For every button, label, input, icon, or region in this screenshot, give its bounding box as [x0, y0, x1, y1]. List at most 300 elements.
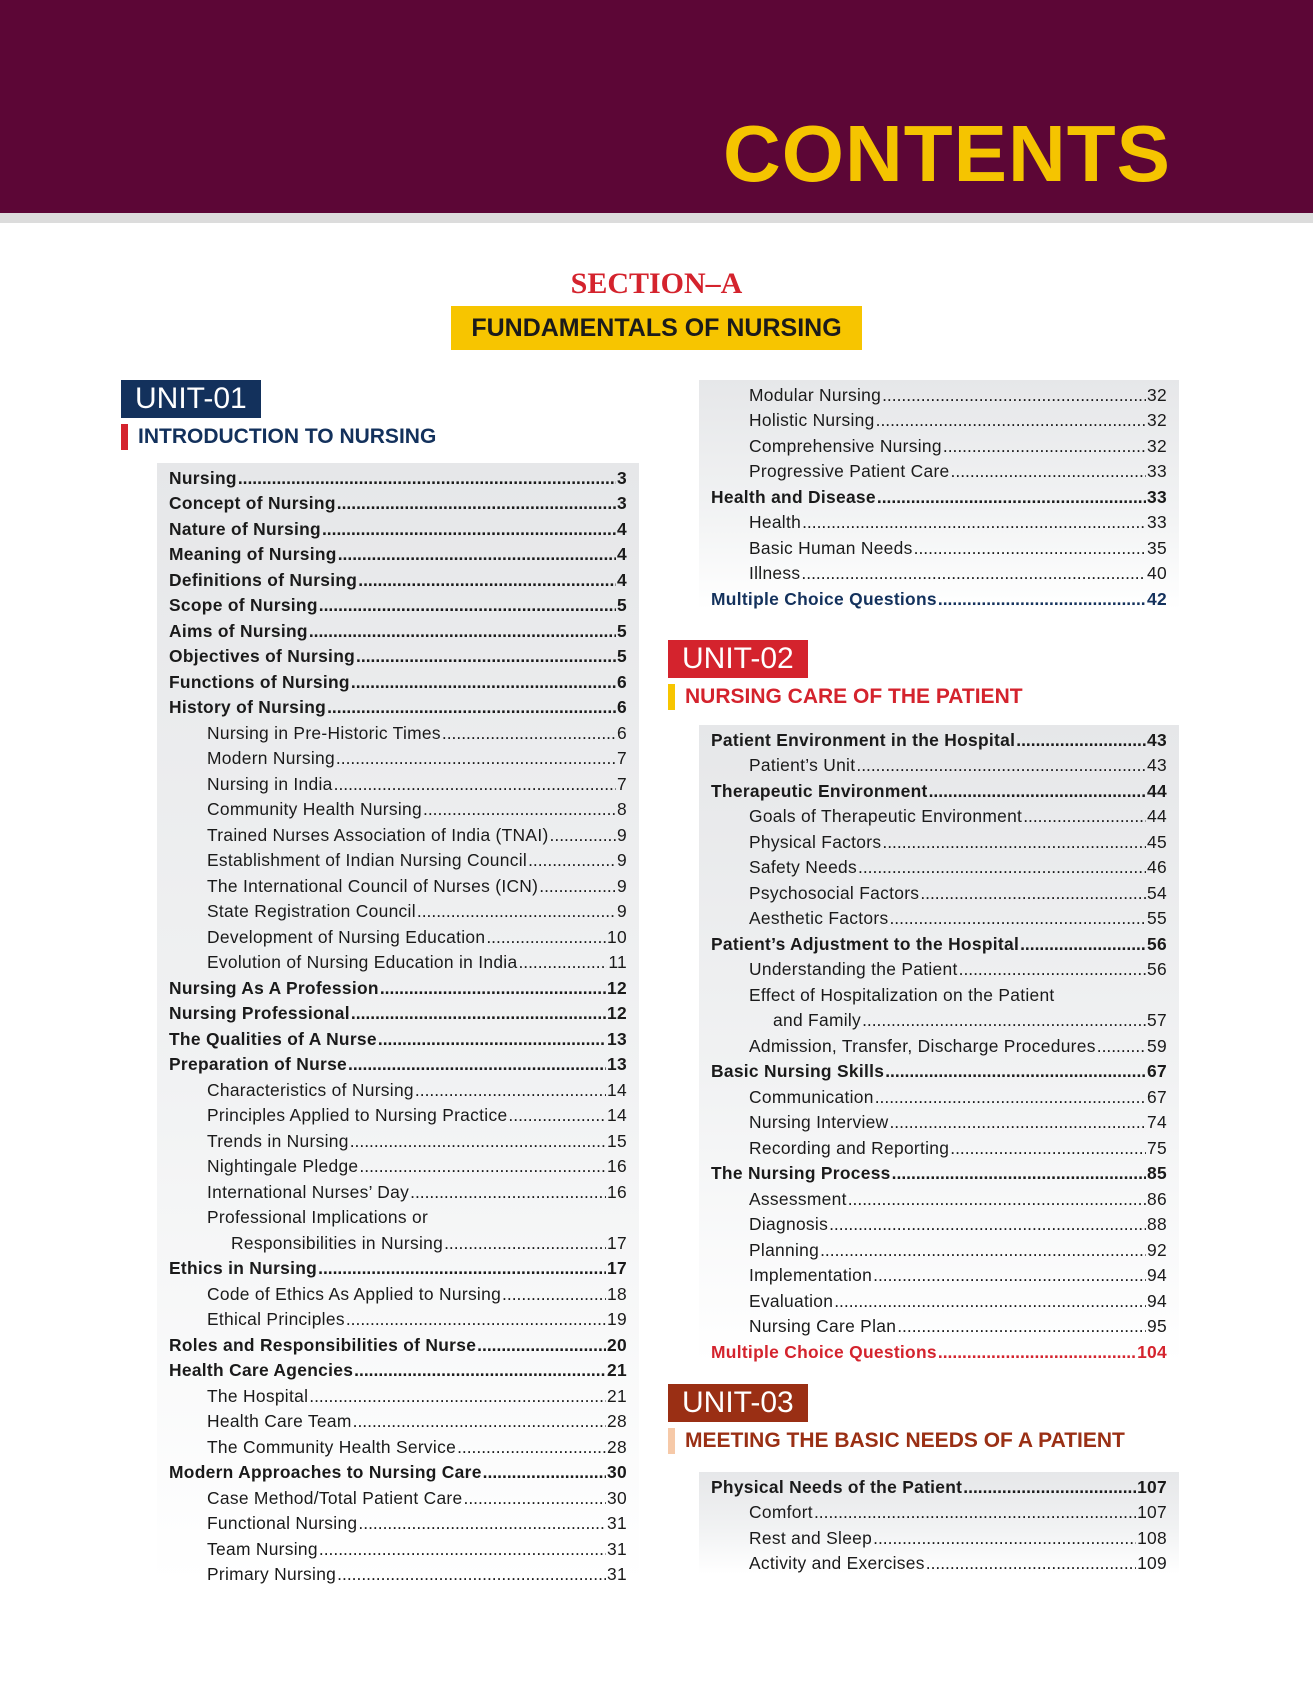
toc-entry: [169, 846, 627, 872]
toc-entry-page: 19: [607, 1309, 627, 1329]
dot-leader: [338, 544, 616, 565]
toc-entry: [711, 1472, 1167, 1498]
toc-entry: [711, 1133, 1167, 1159]
toc-entry-label: Trends in Nursing: [207, 1130, 349, 1151]
toc-entry-page: 32: [1147, 410, 1167, 430]
unit-03-heading: [668, 1384, 1125, 1454]
toc-entry-label: Basic Nursing Skills: [711, 1061, 885, 1081]
toc-entry-label: Community Health Nursing: [207, 799, 422, 819]
toc-entry: [169, 514, 627, 540]
toc-entry-label: Ethical Principles: [207, 1309, 345, 1329]
toc-entry-label: Modern Approaches to Nursing Care: [169, 1462, 482, 1482]
toc-entry-label: Rest and Sleep: [749, 1527, 873, 1548]
dot-leader: [319, 595, 616, 616]
toc-entry-label: Nursing Professional: [169, 1003, 350, 1023]
toc-entry-label: Development of Nursing Education: [207, 926, 486, 947]
dot-leader: [337, 493, 616, 514]
dot-leader: [483, 1462, 606, 1483]
toc-entry-label: Roles and Responsibilities of Nurse: [169, 1334, 477, 1355]
toc-entry-page: 17: [607, 1258, 627, 1278]
toc-entry-page: 40: [1147, 563, 1167, 583]
toc-entry: [169, 1560, 627, 1586]
toc-entry-page: 46: [1147, 857, 1167, 877]
toc-entry-label: Psychosocial Factors: [749, 882, 920, 903]
toc-entry: [169, 565, 627, 591]
dot-leader: [442, 723, 616, 744]
toc-entry: [711, 1057, 1167, 1083]
toc-entry-label: The Qualities of A Nurse: [169, 1028, 377, 1049]
toc-entry-page: 33: [1147, 461, 1167, 481]
toc-entry-page: 88: [1147, 1214, 1167, 1234]
toc-entry: [169, 820, 627, 846]
dot-leader: [926, 1553, 1136, 1574]
toc-entry: [711, 1006, 1167, 1032]
dot-leader: [353, 1411, 606, 1432]
toc-entry-page: 109: [1137, 1553, 1167, 1573]
toc-entry: [711, 980, 1167, 1006]
toc-entry-page: 107: [1137, 1476, 1167, 1497]
toc-entry-page: 20: [607, 1334, 627, 1355]
toc-entry: [711, 533, 1167, 559]
dot-leader: [829, 1214, 1146, 1235]
toc-entry-label: Safety Needs: [749, 857, 858, 877]
toc-entry: [169, 489, 627, 515]
dot-leader: [858, 857, 1146, 878]
unit-03-badge: UNIT-03: [668, 1384, 808, 1422]
dot-leader: [322, 519, 616, 540]
toc-entry-page: 21: [607, 1360, 627, 1380]
toc-entry-page: 11: [608, 952, 627, 972]
toc-entry: [169, 1483, 627, 1509]
toc-entry: [169, 1254, 627, 1280]
toc-entry: [711, 1286, 1167, 1312]
toc-entry-label: The Community Health Service: [207, 1436, 457, 1457]
toc-entry: [169, 463, 627, 489]
toc-entry-label: History of Nursing: [169, 697, 327, 717]
unit-02-toc: [699, 725, 1179, 1363]
dot-leader: [889, 908, 1146, 929]
toc-entry: [711, 508, 1167, 534]
toc-entry-label: Evaluation: [749, 1290, 834, 1311]
unit-02-badge: UNIT-02: [668, 640, 808, 678]
dot-leader: [348, 1054, 606, 1075]
toc-entry: [711, 929, 1167, 955]
toc-entry-label: Functional Nursing: [207, 1513, 358, 1533]
toc-entry-page: 13: [607, 1054, 627, 1074]
toc-entry: [169, 540, 627, 566]
toc-entry: [169, 1279, 627, 1305]
toc-entry-page: 13: [607, 1028, 627, 1049]
toc-entry: [711, 1184, 1167, 1210]
dot-leader: [351, 672, 616, 693]
toc-entry: [169, 1050, 627, 1076]
toc-entry-label: Modular Nursing: [749, 384, 882, 405]
toc-entry-label: Ethics in Nursing: [169, 1258, 318, 1278]
toc-entry-label: Aesthetic Factors: [749, 908, 889, 928]
toc-entry-page: 9: [617, 901, 627, 921]
dot-leader: [1023, 806, 1146, 827]
toc-entry-page: 59: [1147, 1035, 1167, 1056]
toc-entry: [169, 1126, 627, 1152]
unit-01-toc-continued: [699, 380, 1179, 610]
dot-leader: [801, 563, 1146, 584]
toc-entry-label: Planning: [749, 1239, 820, 1260]
unit-01-heading: [121, 380, 436, 450]
toc-entry-label: Nursing in Pre-Historic Times: [207, 722, 441, 743]
toc-entry: [169, 1024, 627, 1050]
dot-leader: [318, 1258, 606, 1279]
dot-leader: [410, 1182, 606, 1203]
toc-entry-label: Health Care Agencies: [169, 1360, 354, 1380]
toc-entry-label: Team Nursing: [207, 1538, 318, 1559]
dot-leader: [963, 1477, 1136, 1498]
toc-entry: [711, 955, 1167, 981]
toc-entry-label: Nature of Nursing: [169, 518, 321, 539]
dot-leader: [834, 1291, 1146, 1312]
toc-entry: [169, 591, 627, 617]
dot-leader: [417, 901, 616, 922]
toc-entry: [169, 973, 627, 999]
dot-leader: [378, 1029, 606, 1050]
toc-entry: [711, 1523, 1167, 1549]
toc-entry-label: Multiple Choice Questions: [711, 1341, 937, 1362]
toc-entry-label: Physical Factors: [749, 831, 882, 852]
toc-entry-label: State Registration Council: [207, 901, 416, 921]
toc-entry-label: Primary Nursing: [207, 1564, 337, 1584]
toc-entry: [169, 795, 627, 821]
dot-leader: [477, 1335, 606, 1356]
dot-leader: [356, 646, 616, 667]
toc-entry: [711, 1108, 1167, 1134]
dot-leader: [423, 799, 616, 820]
dot-leader: [327, 697, 616, 718]
toc-entry-page: 18: [607, 1283, 627, 1304]
toc-entry-page: 56: [1147, 959, 1167, 979]
toc-entry-page: 31: [607, 1538, 627, 1559]
toc-entry: [169, 667, 627, 693]
toc-entry-page: 94: [1147, 1290, 1167, 1311]
dot-leader: [959, 959, 1146, 980]
toc-entry-label: Definitions of Nursing: [169, 569, 358, 590]
dot-leader: [1097, 1036, 1146, 1057]
toc-entry-page: 3: [617, 493, 627, 513]
toc-entry: [169, 718, 627, 744]
dot-leader: [885, 1061, 1146, 1082]
toc-entry-page: 32: [1147, 435, 1167, 456]
toc-entry: [711, 1235, 1167, 1261]
toc-entry-page: 92: [1147, 1239, 1167, 1260]
toc-entry-label: International Nurses’ Day: [207, 1181, 410, 1202]
toc-entry-label: Characteristics of Nursing: [207, 1079, 414, 1100]
toc-entry: [169, 1152, 627, 1178]
toc-entry: [169, 1381, 627, 1407]
toc-entry-page: 67: [1147, 1086, 1167, 1107]
unit-03-toc: [699, 1472, 1179, 1574]
dot-leader: [862, 1010, 1146, 1031]
toc-entry-label: Trained Nurses Association of India (TNAI): [207, 824, 549, 845]
toc-entry-page: 28: [607, 1436, 627, 1457]
toc-entry-page: 9: [617, 850, 627, 870]
toc-entry-page: 15: [607, 1130, 627, 1151]
dot-leader: [350, 1131, 606, 1152]
toc-entry: [711, 853, 1167, 879]
toc-entry: [169, 1534, 627, 1560]
toc-entry-page: 55: [1147, 908, 1167, 928]
toc-entry: [711, 380, 1167, 406]
dot-leader: [943, 436, 1146, 457]
dot-leader: [346, 1309, 606, 1330]
dot-leader: [337, 1564, 606, 1585]
section-subtitle: FUNDAMENTALS OF NURSING: [451, 306, 861, 350]
toc-entry: [169, 1458, 627, 1484]
toc-entry: [169, 948, 627, 974]
dot-leader: [873, 1528, 1136, 1549]
unit-01-badge: UNIT-01: [121, 380, 261, 418]
dot-leader: [502, 1284, 606, 1305]
toc-entry-page: 54: [1147, 882, 1167, 903]
toc-entry-page: 28: [607, 1411, 627, 1431]
toc-entry-page: 30: [607, 1487, 627, 1508]
dot-leader: [415, 1080, 606, 1101]
toc-entry: [169, 897, 627, 923]
toc-entry-label: Patient Environment in the Hospital: [711, 729, 1016, 750]
toc-entry: [169, 1356, 627, 1382]
toc-entry-page: 16: [607, 1156, 627, 1176]
toc-entry: [169, 616, 627, 642]
dot-leader: [914, 538, 1146, 559]
toc-entry: [169, 1509, 627, 1535]
dot-leader: [1020, 934, 1146, 955]
toc-entry: [711, 1337, 1167, 1363]
toc-entry-page: 95: [1147, 1316, 1167, 1336]
dot-leader: [319, 1539, 606, 1560]
toc-entry-label: Objectives of Nursing: [169, 646, 356, 666]
toc-entry-page: 75: [1147, 1137, 1167, 1158]
toc-entry-label: Nursing Care Plan: [749, 1316, 897, 1336]
dot-leader: [528, 850, 616, 871]
unit-02-heading: [668, 640, 1023, 710]
dot-leader: [518, 952, 607, 973]
toc-entry-page: 86: [1147, 1188, 1167, 1209]
toc-entry-label: Basic Human Needs: [749, 537, 913, 558]
toc-entry-page: 8: [617, 799, 627, 819]
dot-leader: [336, 748, 616, 769]
dot-leader: [550, 825, 616, 846]
toc-entry-label: Concept of Nursing: [169, 493, 336, 513]
page-title: CONTENTS: [723, 109, 1171, 198]
toc-entry: [711, 406, 1167, 432]
toc-entry-label: Case Method/Total Patient Care: [207, 1487, 463, 1508]
dot-leader: [856, 755, 1146, 776]
toc-entry-label: Scope of Nursing: [169, 595, 318, 615]
toc-entry-page: 4: [617, 544, 627, 564]
toc-entry-page: 31: [607, 1564, 627, 1584]
toc-entry-label: Nursing: [169, 467, 237, 488]
toc-entry: [169, 1432, 627, 1458]
toc-entry-page: 44: [1147, 780, 1167, 801]
toc-entry-label: The Nursing Process: [711, 1163, 891, 1183]
toc-entry-label: Health: [749, 512, 802, 532]
toc-entry: [169, 1305, 627, 1331]
dot-leader: [334, 774, 616, 795]
toc-entry-label: and Family: [773, 1010, 862, 1030]
toc-entry-label: Professional Implications or: [207, 1207, 429, 1227]
toc-entry-label: Therapeutic Environment: [711, 780, 928, 801]
toc-entry-label: Health and Disease: [711, 486, 876, 507]
toc-entry: [169, 1075, 627, 1101]
toc-entry: [711, 776, 1167, 802]
toc-entry-label: Meaning of Nursing: [169, 544, 337, 564]
toc-entry: [711, 904, 1167, 930]
dot-leader: [892, 1163, 1146, 1184]
toc-entry-page: 4: [617, 518, 627, 539]
toc-entry-page: 56: [1147, 933, 1167, 954]
dot-leader: [938, 589, 1146, 610]
toc-entry: [711, 1082, 1167, 1108]
dot-leader: [238, 468, 616, 489]
dot-leader: [929, 781, 1146, 802]
dot-leader: [848, 1189, 1146, 1210]
dot-leader: [380, 978, 606, 999]
toc-entry-label: Patient’s Unit: [749, 755, 856, 775]
toc-entry-label: Modern Nursing: [207, 748, 335, 768]
toc-entry-label: Nursing in India: [207, 773, 333, 794]
toc-entry-page: 6: [617, 722, 627, 743]
unit-01-toc: [157, 463, 639, 1585]
toc-entry: [711, 1549, 1167, 1575]
dot-leader: [938, 1342, 1136, 1363]
toc-entry-label: Holistic Nursing: [749, 410, 875, 430]
toc-entry-page: 12: [607, 977, 627, 998]
toc-entry-page: 32: [1147, 384, 1167, 405]
unit-02-title: NURSING CARE OF THE PATIENT: [668, 684, 1023, 710]
dot-leader: [457, 1437, 606, 1458]
toc-entry: [169, 1330, 627, 1356]
toc-entry-page: 16: [607, 1181, 627, 1202]
toc-entry-page: 7: [617, 748, 627, 768]
dot-leader: [882, 832, 1146, 853]
toc-entry-page: 94: [1147, 1265, 1167, 1285]
dot-leader: [309, 621, 616, 642]
toc-entry-page: 6: [617, 671, 627, 692]
toc-entry-page: 31: [607, 1513, 627, 1533]
section-title: SECTION–A: [570, 267, 743, 300]
toc-entry-label: Aims of Nursing: [169, 620, 308, 641]
toc-entry: [711, 431, 1167, 457]
toc-entry-label: Patient’s Adjustment to the Hospital: [711, 933, 1020, 954]
toc-entry-page: 12: [607, 1003, 627, 1023]
toc-entry: [711, 827, 1167, 853]
toc-entry-page: 30: [607, 1462, 627, 1482]
toc-entry-label: Code of Ethics As Applied to Nursing: [207, 1283, 502, 1304]
toc-entry: [711, 1159, 1167, 1185]
toc-entry-label: Functions of Nursing: [169, 671, 350, 692]
dot-leader: [358, 1513, 606, 1534]
toc-entry: [169, 871, 627, 897]
dot-leader: [354, 1360, 606, 1381]
dot-leader: [351, 1003, 606, 1024]
dot-leader: [508, 1105, 606, 1126]
toc-entry-page: 42: [1147, 588, 1167, 609]
toc-entry-page: 6: [617, 697, 627, 717]
toc-entry-page: 14: [607, 1105, 627, 1125]
toc-entry: [711, 1261, 1167, 1287]
toc-entry: [711, 457, 1167, 483]
toc-entry: [169, 769, 627, 795]
toc-entry-label: Comfort: [749, 1502, 813, 1522]
toc-entry-page: 107: [1137, 1502, 1167, 1522]
toc-entry-page: 67: [1147, 1061, 1167, 1081]
toc-entry-page: 108: [1137, 1527, 1167, 1548]
unit-03-title: MEETING THE BASIC NEEDS OF A PATIENT: [668, 1428, 1125, 1454]
toc-entry-label: Nursing Interview: [749, 1112, 889, 1132]
toc-entry: [711, 1312, 1167, 1338]
toc-entry-label: Understanding the Patient: [749, 959, 958, 979]
toc-entry-label: Effect of Hospitalization on the Patient: [749, 984, 1055, 1005]
toc-entry-label: Establishment of Indian Nursing Council: [207, 850, 528, 870]
toc-entry-label: Illness: [749, 563, 801, 583]
toc-entry: [169, 999, 627, 1025]
toc-entry: [169, 1101, 627, 1127]
dot-leader: [877, 487, 1146, 508]
dot-leader: [539, 876, 616, 897]
toc-entry-page: 33: [1147, 486, 1167, 507]
toc-entry-page: 44: [1147, 806, 1167, 826]
toc-entry-page: 57: [1147, 1010, 1167, 1030]
toc-entry-page: 85: [1147, 1163, 1167, 1183]
toc-entry-page: 104: [1137, 1341, 1167, 1362]
dot-leader: [359, 1156, 606, 1177]
toc-entry-label: The Hospital: [207, 1385, 309, 1406]
toc-entry-label: Admission, Transfer, Discharge Procedures: [749, 1035, 1096, 1056]
dot-leader: [897, 1316, 1146, 1337]
toc-entry-page: 35: [1147, 537, 1167, 558]
dot-leader: [875, 1087, 1146, 1108]
toc-entry-page: 43: [1147, 755, 1167, 775]
dot-leader: [920, 883, 1146, 904]
toc-entry-label: Multiple Choice Questions: [711, 588, 937, 609]
toc-entry: [711, 1498, 1167, 1524]
toc-entry-label: Activity and Exercises: [749, 1553, 925, 1573]
toc-entry-page: 5: [617, 595, 627, 615]
toc-entry-page: 4: [617, 569, 627, 590]
toc-entry-label: Preparation of Nurse: [169, 1054, 348, 1074]
toc-entry: [169, 693, 627, 719]
toc-entry: [169, 642, 627, 668]
dot-leader: [1016, 730, 1146, 751]
toc-entry: [169, 922, 627, 948]
toc-entry-page: 7: [617, 773, 627, 794]
toc-entry: [169, 1203, 627, 1229]
toc-entry-page: 9: [617, 824, 627, 845]
toc-entry-label: The International Council of Nurses (ICN): [207, 875, 539, 896]
toc-entry-label: Nursing As A Profession: [169, 977, 379, 998]
toc-entry-page: 3: [617, 467, 627, 488]
dot-leader: [814, 1502, 1136, 1523]
toc-entry: [711, 559, 1167, 585]
toc-entry-label: Diagnosis: [749, 1214, 829, 1234]
dot-leader: [486, 927, 606, 948]
toc-entry: [711, 1210, 1167, 1236]
dot-leader: [951, 461, 1147, 482]
toc-entry-label: Responsibilities in Nursing: [231, 1232, 444, 1253]
toc-entry: [169, 1228, 627, 1254]
dot-leader: [802, 512, 1146, 533]
dot-leader: [358, 570, 616, 591]
toc-entry-page: 10: [607, 926, 627, 947]
toc-entry-label: Implementation: [749, 1265, 873, 1285]
toc-entry-page: 43: [1147, 729, 1167, 750]
